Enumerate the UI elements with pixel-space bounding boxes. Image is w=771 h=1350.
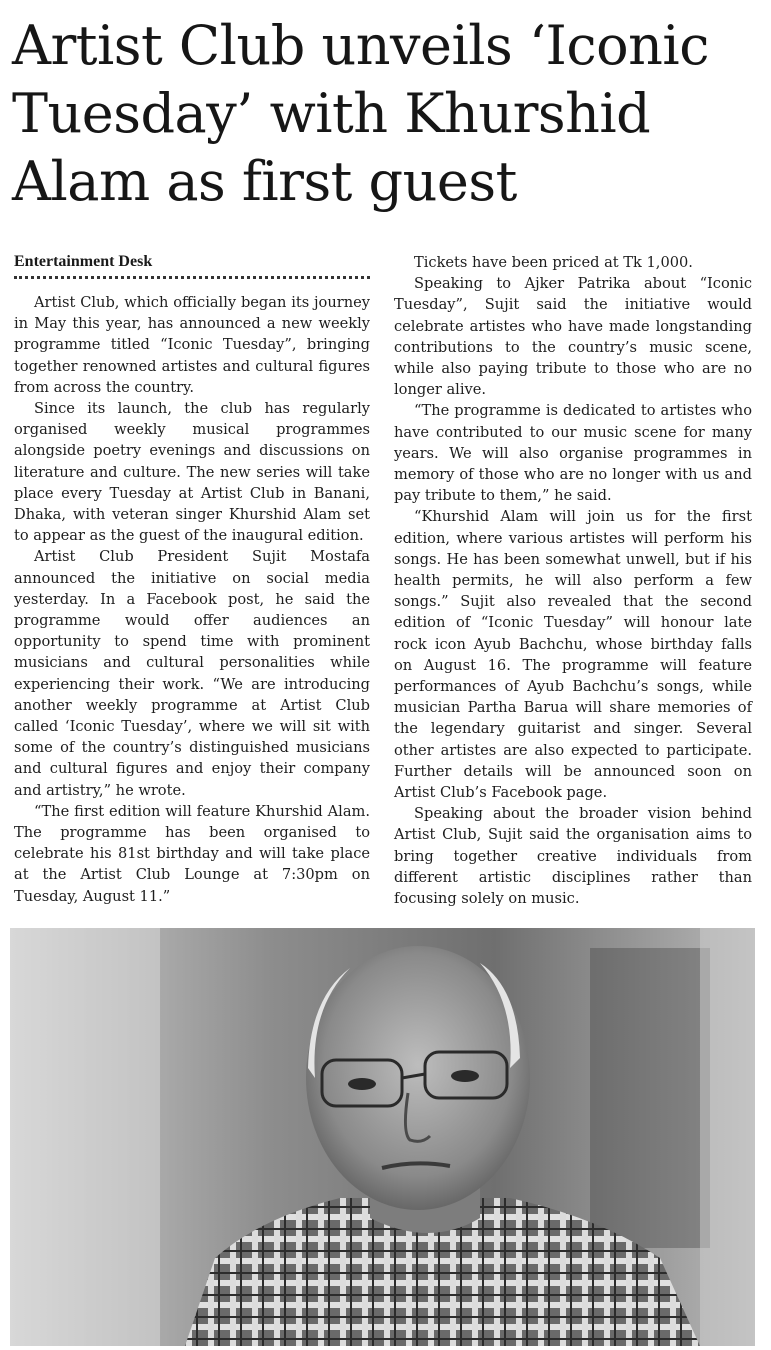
paragraph: Artist Club, which officially began its journey in May this year, has announced a new weekly programme titled “Iconic Tuesday”, bringing together renowned artistes and cultural figures from across the country. (14, 294, 370, 396)
portrait-photo-icon (10, 928, 755, 1346)
article-headline: Artist Club unveils ‘Iconic Tuesday’ with Khurshid Alam as first guest (12, 14, 709, 213)
paragraph: Speaking to Ajker Patrika about “Iconic Tuesday”, Sujit said the initiative would celebrate artistes who have made longstanding contributions to the country’s music scene, while also paying tribute to those who are no longer alive. (394, 275, 752, 399)
paragraph: “The first edition will feature Khurshid Alam. The programme has been organised to celebrate his 81st birthday and will take place at the Artist Club Lounge at 7:30pm on Tuesday, August 11.” (14, 802, 370, 905)
portrait-photo (10, 928, 755, 1346)
paragraph: Artist Club President Sujit Mostafa announced the initiative on social media yesterday. In a Facebook post, he said the programme would offer audiences an opportunity to spend time with prominent musicians and cultural personalities while experiencing their work. “We are introducing another weekly programme at Artist Club called ‘Iconic Tuesday’, where we will sit with some of the country’s distinguished musicians and cultural figures and enjoy their company and artistry,” he wrote. (14, 548, 370, 799)
article-byline: Entertainment Desk (14, 253, 153, 270)
byline-dotted-divider (14, 276, 370, 279)
article-column-left (14, 292, 370, 907)
paragraph: Tickets have been priced at Tk 1,000. (414, 254, 693, 271)
paragraph: Speaking about the broader vision behind Artist Club, Sujit said the organisation aims to bring together creative individuals from different artistic disciplines rather than focusing solely on music. (394, 805, 752, 908)
paragraph: “The programme is dedicated to artistes who have contributed to our music scene for many years. We will also organise programmes in memory of those who are no longer with us and pay tribute to them,” he said. (394, 402, 752, 505)
paragraph: Since its launch, the club has regularly organised weekly musical programmes alongside poetry evenings and discussions on literature and culture. The new series will take place every Tuesday at Artist Club in Banani, Dhaka, with veteran singer Khurshid Alam set to appear as the guest of the inaugural edition. (14, 400, 370, 545)
article-column-right (394, 252, 752, 909)
paragraph: “Khurshid Alam will join us for the first edition, where various artistes will perform his songs. He has been somewhat unwell, but if his health permits, he will also perform a few songs.” Sujit also revealed that the second edition of “Iconic Tuesday” will honour late rock icon Ayub Bachchu, whose birthday falls on August 16. The programme will feature performances of Ayub Bachchu’s songs, while musician Partha Barua will share memories of the legendary guitarist and singer. Several other artistes are also expected to participate. Further details will be announced soon on Artist Club’s Facebook page. (394, 508, 752, 802)
